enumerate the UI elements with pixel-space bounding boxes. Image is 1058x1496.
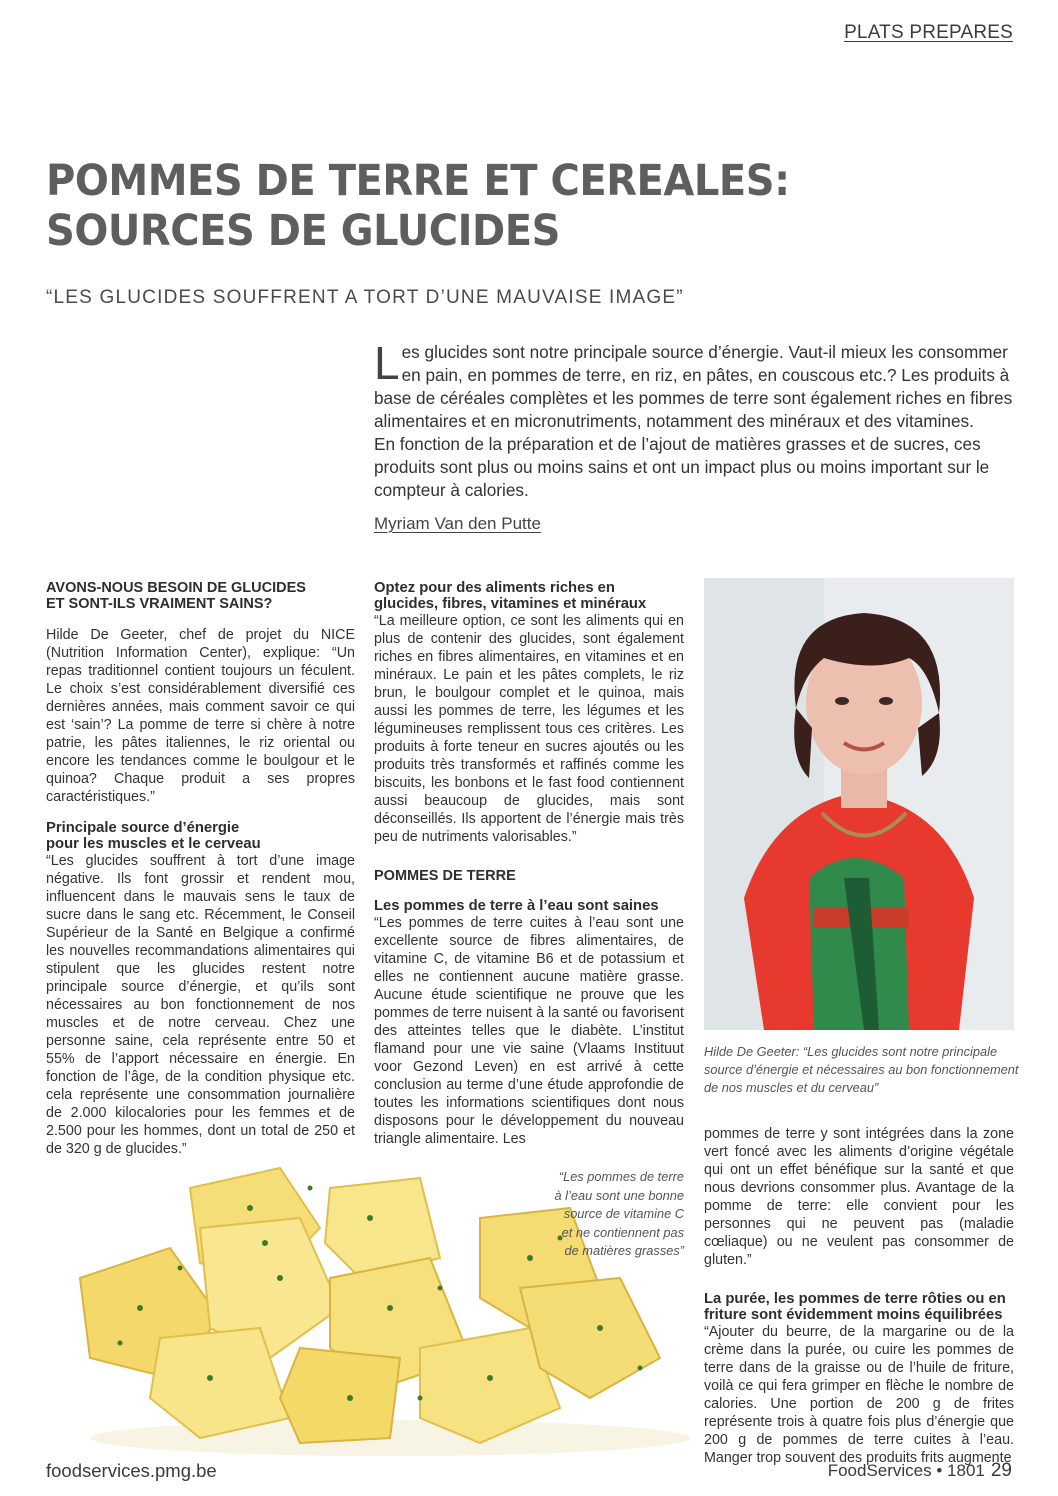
section-heading-line-1: AVONS-NOUS BESOIN DE GLUCIDES — [46, 580, 306, 596]
drop-cap: L — [374, 337, 400, 389]
page-title — [46, 156, 939, 256]
title-line-1: POMMES DE TERRE ET CEREALES: — [46, 156, 790, 206]
subheading-line-1: La purée, les pommes de terre rôties ou en — [704, 1291, 1006, 1307]
issue-label: FoodServices • 1801 — [827, 1461, 985, 1480]
subheading-line-2: friture sont évidemment moins équilibrées — [704, 1307, 1003, 1323]
author-byline: Myriam Van den Putte — [374, 514, 541, 533]
subheading-line-1: Optez pour des aliments riches en — [374, 580, 615, 596]
section-heading-line-2: ET SONT-ILS VRAIMENT SAINS? — [46, 596, 273, 612]
column-2 — [374, 580, 684, 1148]
portrait-illustration — [704, 578, 1014, 1030]
subheading-line-2: glucides, fibres, vitamines et minéraux — [374, 596, 647, 612]
page-number: 29 — [990, 1460, 1012, 1481]
subheading-line-1: Principale source d’énergie — [46, 820, 240, 836]
pull-quote-line: et ne contiennent pas — [561, 1224, 684, 1240]
footer-issue — [828, 1460, 1012, 1482]
subheading — [46, 820, 355, 852]
body-paragraph: pommes de terre y sont intégrées dans la zone vert foncé avec les aliments d’origine végétale qui ont un effet bénéfique sur la santé et que nous devrions consommer plus. Avantage de la pomme de terre: elle convient pour les personnes qui ne peuvent pas (maladie cœliaque) ou ne veulent pas consommer de gluten.” — [704, 1126, 1014, 1268]
portrait-photo — [704, 578, 1014, 1030]
section-heading: POMMES DE TERRE — [374, 868, 516, 884]
intro-text-2: En fonction de la préparation et de l’ajout de matières grasses et de sucres, ces produits sont plus ou moins sains et ont un impact plus ou moins important sur le compteur à calories. — [374, 434, 990, 500]
title-line-2: SOURCES DE GLUCIDES — [46, 206, 560, 256]
subheading — [704, 1291, 1014, 1323]
column-3 — [704, 1125, 1014, 1467]
section-heading — [46, 580, 355, 612]
body-paragraph: Hilde De Geeter, chef de projet du NICE (Nutrition Information Center), explique: “Un repas traditionnel contient toujours un féculent. Le choix s’est considérablement diversifié ces dernières années, mais comment savoir ce qui est ‘sain’? La pomme de terre si chère à notre patrie, les pâtes italiennes, le riz oriental ou encore les tendances comme le boulgour et le quinoa? Chaque produit a ses propres caractéristiques.” — [46, 627, 355, 805]
column-1 — [46, 580, 355, 1158]
subheading: Les pommes de terre à l’eau sont saines — [374, 898, 659, 914]
body-paragraph: “La meilleure option, ce sont les aliments qui en plus de contenir des glucides, sont également riches en fibres alimentaires, en vitamines et en minéraux. Le pain et les pâtes complets, le riz brun, le boulgour complet et le quinoa, mais aussi les pommes de terre, les légumes et les légumineuses remplissent tous ces critères. Les produits à forte teneur en sucres ajoutés ou les produits très transformés et raffinés comme les biscuits, les bonbons et le fast food contiennent aussi beaucoup de glucides, mais sont déconseillés. Ils apportent de l’énergie mais très peu de nutriments valorisables.” — [374, 613, 684, 845]
footer-website-link[interactable]: foodservices.pmg.be — [46, 1460, 217, 1481]
pull-quote-line: “Les pommes de terre — [558, 1169, 684, 1184]
intro-text: es glucides sont notre principale source d’énergie. Vaut-il mieux les consommer en pain, en pommes de terre, en riz, en pâtes, en couscous etc.? Les produits à base de céréales complètes et les pommes de terre sont également riches en fibres alimentaires et en micronutriments, notamment des minéraux et des vitamines. — [374, 342, 1013, 431]
intro-paragraph — [374, 337, 1014, 502]
section-tag: PLATS PREPARES — [844, 22, 1013, 43]
body-paragraph: “Ajouter du beurre, de la margarine ou de la crème dans la purée, ou cuire les pommes de terre dans de la graisse ou de l’huile de friture, voilà ce qui fera grimper en flèche le nombre de calories. Une portion de 200 g de frites représente trois à quatre fois plus d’énergie que 200 g de pommes de terre cuites à l’eau. Manger trop souvent des produits frits augmente — [704, 1324, 1014, 1466]
pull-quote-line: source de vitamine C — [563, 1206, 684, 1221]
subtitle: “LES GLUCIDES SOUFFRENT A TORT D’UNE MAUVAISE IMAGE” — [46, 287, 684, 308]
pull-quote — [540, 1168, 684, 1261]
pull-quote-line: de matières grasses” — [564, 1243, 684, 1258]
pull-quote-line: à l’eau sont une bonne — [554, 1187, 684, 1203]
subheading — [374, 580, 684, 612]
body-paragraph: “Les pommes de terre cuites à l’eau sont une excellente source de fibres alimentaires, de vitamine C, de vitamine B6 et de potassium et elles ne contiennent aucune matière grasse. Aucune étude scientifique ne prouve que les pommes de terre nuisent à la santé ou favorisent des atteintes telles que le diabète. L’institut flamand pour une vie saine (Vlaams Instituut voor Gezond Leven) en est arrivé à cette conclusion au terme d’une étude approfondie de toutes les informations scientifiques dont nous disposons pour le développement du nouveau triangle alimentaire. Les — [374, 915, 684, 1147]
subheading-line-2: pour les muscles et le cerveau — [46, 836, 261, 852]
photo-caption: Hilde De Geeter: “Les glucides sont notre principale source d’énergie et nécessaires au bon fonctionnement de nos muscles et du cerveau” — [704, 1044, 1019, 1095]
body-paragraph: “Les glucides souffrent à tort d’une image négative. Ils font grossir et rendent mou, influencent dans le mauvais sens le taux de sucre dans le sang etc. Récemment, le Conseil Supérieur de la Santé en Belgique a confirmé les nouvelles recommandations alimentaires qui stipulent que les glucides restent notre principale source d’énergie, et qu’ils sont nécessaires au bon fonctionnement de nos muscles et de notre cerveau. Chez une personne saine, cela représente entre 50 et 55% de l’apport nécessaire en énergie. En fonction de l’âge, de la condition physique etc. cela représente une consommation journalière de 2.000 kilocalories pour les femmes et de 2.500 pour les hommes, dont un total de 250 et de 320 g de glucides.” — [46, 853, 355, 1157]
